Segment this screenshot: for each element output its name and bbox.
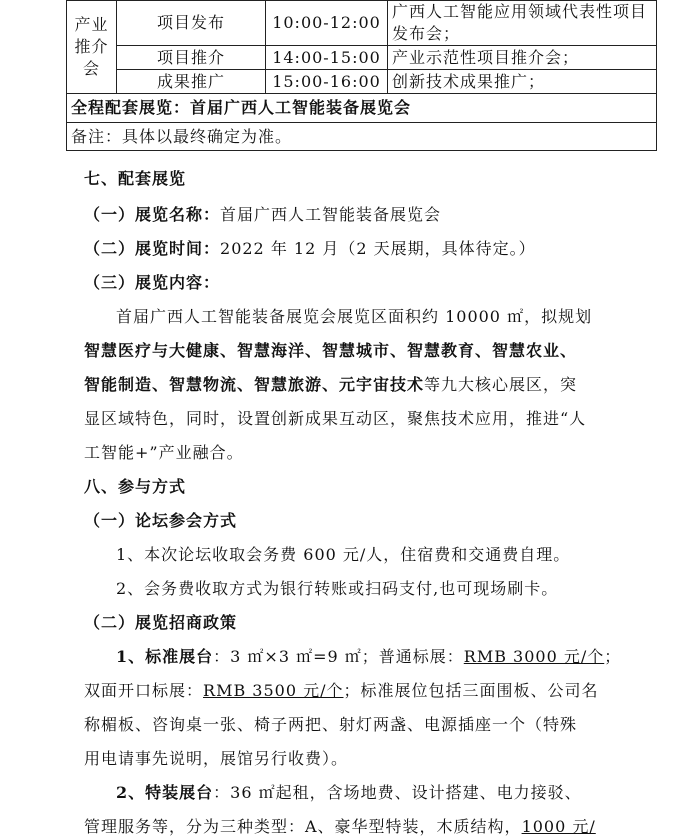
standard-price: RMB 3000 元/个 xyxy=(463,647,605,666)
table-row xyxy=(67,46,657,70)
special-booth-line-1 xyxy=(116,780,676,803)
zones-rest-text: 等九大核心展区，突 xyxy=(424,375,578,394)
forum-item-1: 1、本次论坛收取会务费 600 元/人，住宿费和交通费自理。 xyxy=(116,545,571,564)
forum-subheading: （一）论坛参会方式 xyxy=(84,511,238,530)
paragraph-line-bold: 智慧医疗与大健康、智慧海洋、智慧城市、智慧教育、智慧农业、 xyxy=(84,341,578,360)
table-row xyxy=(67,1,657,46)
exhibit-time-label: （二）展览时间： xyxy=(84,239,221,258)
time-cell: 10:00-12:00 xyxy=(266,1,388,46)
exhibit-name-label: （一）展览名称： xyxy=(84,205,221,224)
section-8-heading: 八、参与方式 xyxy=(84,477,187,496)
standard-booth-text: ； xyxy=(604,647,622,666)
desc-cell: 产业示范性项目推介会； xyxy=(388,46,657,70)
item-cell: 项目推介 xyxy=(117,46,266,70)
table-row xyxy=(67,123,657,151)
standard-booth-text: ；标准展位包括三面围板、公司名 xyxy=(343,681,599,700)
special-booth-text: 管理服务等，分为三种类型：A、豪华型特装，木质结构， xyxy=(84,817,522,836)
standard-booth-line-4: 用电请事先说明，展馆另行收费）。 xyxy=(84,749,349,768)
desc-cell: 广西人工智能应用领域代表性项目发布会； xyxy=(388,1,657,46)
item-cell: 项目发布 xyxy=(117,1,266,46)
exhibit-name-line xyxy=(84,202,644,225)
item-cell: 成果推广 xyxy=(117,70,266,94)
group-label-cell: 产业推介会 xyxy=(67,1,117,94)
standard-booth-label: 1、标准展台 xyxy=(116,647,214,666)
exhibit-time-value: 2022 年 12 月（2 天展期，具体待定。） xyxy=(220,239,536,258)
time-cell: 14:00-15:00 xyxy=(266,46,388,70)
standard-booth-text: ：3 ㎡×3 ㎡=9 ㎡；普通标展： xyxy=(213,647,464,666)
standard-booth-line-1 xyxy=(116,644,676,667)
section-7-heading: 七、配套展览 xyxy=(84,169,187,188)
standard-booth-line-2 xyxy=(84,678,644,701)
paragraph-line: 工智能+”产业融合。 xyxy=(84,443,244,462)
exhibit-name-value: 首届广西人工智能装备展览会 xyxy=(220,205,442,224)
forum-item-2: 2、会务费收取方式为银行转账或扫码支付,也可现场刷卡。 xyxy=(116,579,559,598)
table-row xyxy=(67,94,657,123)
paragraph-line: 首届广西人工智能装备展览会展览区面积约 10000 ㎡，拟规划 xyxy=(116,307,593,326)
paragraph-line xyxy=(84,372,644,395)
exhibit-content-label: （三）展览内容： xyxy=(84,273,221,292)
table-row xyxy=(67,70,657,94)
zones-bold-text: 智能制造、智慧物流、智慧旅游、元宇宙技术 xyxy=(84,375,425,394)
special-booth-text: ：36 ㎡起租，含场地费、设计搭建、电力接驳、 xyxy=(213,783,582,802)
luxury-price: 1000 元/ xyxy=(521,817,596,836)
exhibit-time-line xyxy=(84,236,644,259)
double-open-price: RMB 3500 元/个 xyxy=(203,681,344,700)
exhibit-row: 全程配套展览：首届广西人工智能装备展览会 xyxy=(67,94,657,123)
desc-cell: 创新技术成果推广； xyxy=(388,70,657,94)
policy-subheading: （二）展览招商政策 xyxy=(84,613,238,632)
special-booth-label: 2、特装展台 xyxy=(116,783,214,802)
note-row: 备注：具体以最终确定为准。 xyxy=(67,123,657,151)
standard-booth-line-3: 称楣板、咨询桌一张、椅子两把、射灯两盏、电源插座一个（特殊 xyxy=(84,715,578,734)
standard-booth-text: 双面开口标展： xyxy=(84,681,204,700)
time-cell: 15:00-16:00 xyxy=(266,70,388,94)
special-booth-line-2 xyxy=(84,814,644,837)
paragraph-line: 显区域特色，同时，设置创新成果互动区，聚焦技术应用，推进“人 xyxy=(84,409,587,428)
schedule-table xyxy=(66,0,657,151)
